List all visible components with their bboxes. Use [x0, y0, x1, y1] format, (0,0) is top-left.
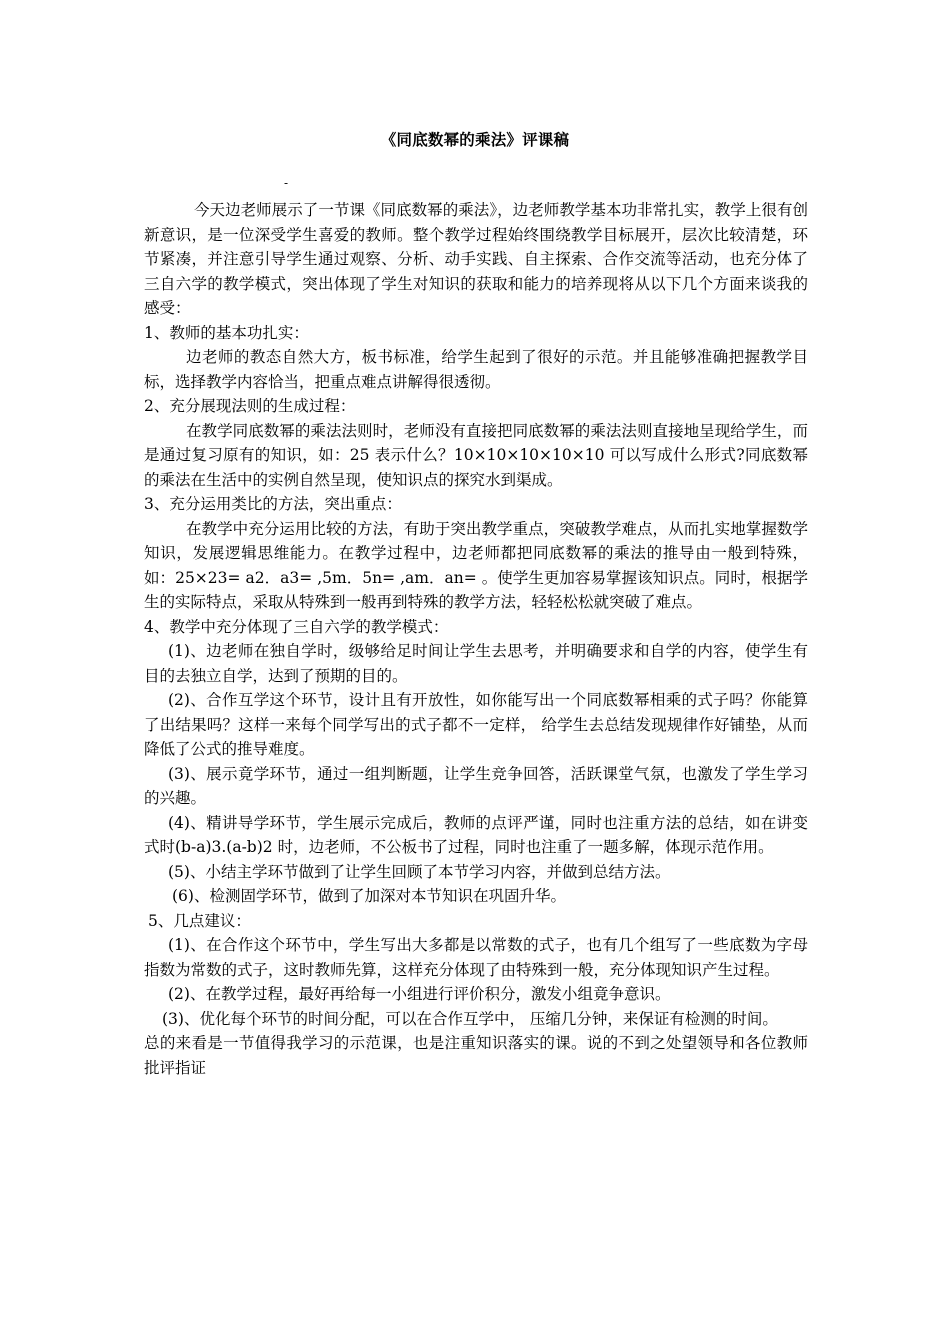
- section-4-item-4: (4)、精讲导学环节，学生展示完成后，教师的点评严谨，同时也注重方法的总结，如在讲变式时(b-a)3.(a-b)2 时，边老师，不公板书了过程，同时也注重了一题多解，体现示范作用。: [144, 813, 808, 856]
- section-4-item-2: (2)、合作互学这个环节，设计且有开放性，如你能写出一个同底数幂相乘的式子吗？你能算了出结果吗？这样一来每个同学写出的式子都不一定样， 给学生去总结发现规律作好铺垫，从而降低了公式的推导难度。: [144, 691, 808, 758]
- section-heading-1: 1、教师的基本功扎实：: [144, 323, 309, 342]
- section-5-item-1: (1)、在合作这个环节中，学生写出大多都是以常数的式子，也有几个组写了一些底数为字母指数为常数的式子，这时教师先算，这样充分体现了由特殊到一般，充分体现知识产生过程。: [144, 936, 808, 979]
- section-heading-2: 2、充分展现法则的生成过程：: [144, 397, 356, 415]
- document-body: [144, 198, 808, 1080]
- section-heading-5: 5、几点建议：: [148, 911, 251, 930]
- section-heading-4: 4、教学中充分体现了三自六学的教学模式：: [144, 617, 449, 636]
- section-heading-3: 3、充分运用类比的方法，突出重点：: [144, 495, 402, 513]
- section-5-item-3: (3)、优化每个环节的时间分配，可以在合作互学中， 压缩几分钟，来保证有检测的时间。: [162, 1009, 778, 1028]
- section-2-paragraph: 在教学同底数幂的乘法法则时，老师没有直接把同底数幂的乘法法则直接地呈现给学生，而是通过复习原有的知识，如：25 表示什么？10×10×10×10×10 可以写成什么形式?同底数幂的乘法在生活中的实例自然呈现，使知识点的探究水到渠成。: [144, 421, 808, 489]
- conclusion-paragraph: 总的来看是一节值得我学习的示范课，也是注重知识落实的课。说的不到之处望领导和各位教师批评指证: [144, 1034, 808, 1077]
- dash-mark: -: [284, 176, 289, 190]
- section-1-paragraph: 边老师的教态自然大方，板书标准，给学生起到了很好的示范。并且能够准确把握教学目标，选择教学内容恰当，把重点难点讲解得很透彻。: [144, 348, 808, 391]
- section-4-item-6: (6)、检测固学环节，做到了加深对本节知识在巩固升华。: [172, 887, 566, 905]
- section-4-item-3: (3)、展示竟学环节，通过一组判断题，让学生竞争回答，活跃课堂气氛，也激发了学生学习的兴趣。: [144, 764, 808, 807]
- section-4-item-1: (1)、边老师在独自学时，级够给足时间让学生去思考，并明确要求和自学的内容，使学生有目的去独立自学，达到了预期的目的。: [144, 642, 808, 685]
- section-3-paragraph: 在教学中充分运用比较的方法，有助于突出教学重点，突破教学难点，从而扎实地掌握数学知识，发展逻辑思维能力。在教学过程中，边老师都把同底数幂的乘法的推导由一般到特殊，如：25×23= a2．a3= ,5m．5n= ,am．an= 。使学生更加容易掌握该知识点。同时，根据学生的实际特点，采取从特殊到一般再到特殊的教学方法，轻轻松松就突破了难点。: [144, 519, 808, 611]
- section-5-item-2: (2)、在教学过程，最好再给每一小组进行评价积分，激发小组竟争意识。: [168, 985, 671, 1003]
- document-title: 《同底数幂的乘法》评课稿: [380, 130, 570, 149]
- section-4-item-5: (5)、小结主学环节做到了让学生回顾了本节学习内容，并做到总结方法。: [168, 862, 671, 881]
- intro-paragraph: 今天边老师展示了一节课《同底数幂的乘法》，边老师教学基本功非常扎实，教学上很有创新意识，是一位深受学生喜爱的教师。整个教学过程始终围绕教学目标展开，层次比较清楚，环节紧凑，并注意引导学生通过观察、分析、动手实践、自主探索、合作交流等活动，也充分体了三自六学的教学模式，突出体现了学生对知识的获取和能力的培养现将从以下几个方面来谈我的感受：: [144, 201, 808, 317]
